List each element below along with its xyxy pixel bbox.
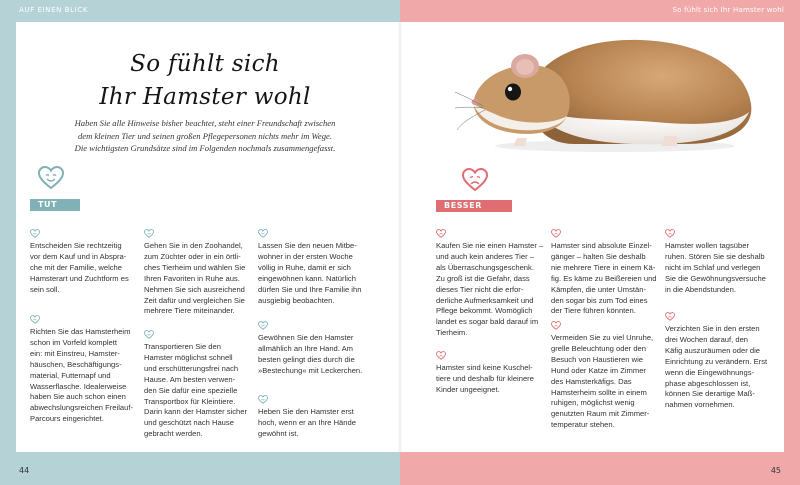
- item-line: Hamster wollen tagsüber: [665, 241, 749, 250]
- item-line: nie mehrere Tiere in einem Kä-: [551, 262, 656, 272]
- bad-item: [665, 229, 783, 296]
- item-line: temperatur stehen.: [551, 420, 615, 430]
- intro-text: [50, 117, 360, 155]
- item-line: Heben Sie den Hamster erst: [258, 407, 354, 416]
- item-line: dürfen Sie und Ihre Familie ihn: [258, 284, 362, 294]
- item-line: den sogar bis zum Tod eines: [551, 295, 648, 305]
- intro-line: dem kleinen Tier und seinen großen Pflegepersonen nichts mehr im Wege.: [77, 130, 333, 141]
- bad-badge: BESSER NICHT: [436, 200, 512, 212]
- item-line: nicht im Schlaf und verlegen: [665, 262, 761, 272]
- item-line: Ihren Favoriten in Ruhe aus.: [144, 273, 240, 283]
- bad-item: [551, 229, 669, 317]
- sad-heart-icon: [462, 168, 488, 192]
- good-item: [258, 229, 376, 306]
- good-item: [144, 330, 262, 440]
- intro-line: Die wichtigsten Grundsätze sind im Folgenden nochmals zusammengefasst.: [74, 143, 336, 153]
- bad-item: [551, 321, 669, 431]
- item-line: fig. Es käme zu Beißereien und: [551, 273, 657, 283]
- item-line: Gewöhnen Sie den Hamster: [258, 333, 354, 342]
- item-line: nahmen vornehmen.: [665, 400, 735, 410]
- intro-line: Haben Sie alle Hinweise bisher beachtet, steht einer Freundschaft zwischen: [74, 118, 336, 128]
- item-line: Hamster sind absolute Einzel-: [551, 241, 652, 250]
- item-line: Besuch von Haustieren wie: [551, 354, 644, 364]
- item-line: gänger – halten Sie deshalb: [551, 251, 646, 261]
- item-line: Pflege bekommt. Womöglich: [436, 306, 533, 316]
- good-item: [144, 229, 262, 317]
- item-line: phase abgeschlossen ist,: [665, 378, 751, 388]
- item-line: Entscheiden Sie rechtzeitig: [30, 241, 122, 250]
- happy-heart-icon: [30, 229, 40, 238]
- running-header-right: So fühlt sich Ihr Hamster wohl: [672, 6, 784, 14]
- item-line: Käfig auszuräumen oder die: [665, 345, 760, 355]
- title-line: Ihr Hamster wohl: [99, 84, 311, 110]
- item-line: Kämpfen, die unter Umstän-: [551, 284, 646, 294]
- item-line: gewöhnt ist.: [258, 428, 299, 438]
- hamster-illustration: [455, 26, 770, 156]
- item-line: Hamster möglichst schnell: [144, 352, 233, 362]
- sad-heart-icon: [551, 321, 561, 330]
- item-line: Hamsterart und Zuchtform es: [30, 273, 129, 283]
- running-header-left: AUF EINEN BLICK: [19, 6, 89, 14]
- item-line: dieses Tier nicht die erfor-: [436, 284, 524, 294]
- title-line: So fühlt sich: [130, 51, 280, 77]
- page-number-left: 44: [19, 466, 30, 475]
- item-line: Hund oder Katze im Zimmer: [551, 365, 646, 375]
- item-line: können Sie derartige Maß-: [665, 389, 755, 399]
- good-item: [258, 321, 376, 377]
- happy-heart-icon: [30, 315, 40, 324]
- item-line: Vermeiden Sie zu viel Unruhe,: [551, 333, 654, 342]
- happy-heart-icon: [258, 229, 268, 238]
- sad-heart-icon: [665, 229, 675, 238]
- item-line: abwechslungsreichen Freilauf-: [30, 403, 133, 413]
- good-badge: TUT GUT: [30, 199, 80, 211]
- item-line: hoch, wenn er an Ihre Hände: [258, 417, 356, 427]
- item-line: drei Wochen darauf, den: [665, 334, 749, 344]
- bad-item: [665, 312, 783, 411]
- happy-heart-icon: [144, 229, 154, 238]
- item-line: grelle Beleuchtung oder den: [551, 343, 646, 353]
- bad-item: [436, 351, 554, 396]
- page-title: [90, 48, 320, 114]
- bad-item: [436, 229, 554, 339]
- item-line: Darin kann der Hamster sicher: [144, 407, 247, 417]
- item-line: in die Abendstunden.: [665, 284, 736, 294]
- book-gutter: [398, 22, 402, 452]
- item-line: und geschützt nach Hause: [144, 418, 234, 428]
- item-line: Gehen Sie in den Zoohandel,: [144, 241, 243, 250]
- item-line: allmählich an Ihre Hand. Am: [258, 343, 353, 353]
- item-line: tiere und deshalb für kleinere: [436, 373, 534, 383]
- sad-heart-icon: [551, 229, 561, 238]
- sad-heart-icon: [436, 351, 446, 360]
- item-line: besten gelingt dies durch die: [258, 354, 355, 364]
- item-line: landet es sogar bald darauf im: [436, 317, 539, 327]
- item-line: des Hamsterkäfigs. Das: [551, 376, 632, 386]
- item-line: ein: mit Einstreu, Hamster-: [30, 348, 120, 358]
- item-line: Wasserflasche. Idealerweise: [30, 381, 127, 391]
- item-line: ruhen. Stören Sie sie deshalb: [665, 251, 765, 261]
- item-line: Zu groß ist die Gefahr, dass: [436, 273, 530, 283]
- item-line: che mit der Familie, welche: [30, 262, 123, 272]
- item-line: Transportbox für Kleintiere.: [144, 396, 236, 406]
- item-line: Tierheim.: [436, 328, 468, 338]
- item-line: ruhigen, möglichst wenig: [551, 398, 635, 408]
- item-line: eingewöhnen kann. Natürlich: [258, 273, 356, 283]
- item-line: Einrichtung zu verändern. Erst: [665, 356, 768, 366]
- item-line: häuschen, Beschäftigungs-: [30, 359, 122, 369]
- item-line: Kinder ungeeignet.: [436, 384, 500, 394]
- item-line: Sie die Gewöhnungsversuche: [665, 273, 766, 283]
- item-line: haben Sie auch schon einen: [30, 392, 126, 402]
- item-line: der Tiere führen könnten.: [551, 306, 636, 316]
- item-line: Hause. Am besten verwen-: [144, 374, 236, 384]
- good-item: [30, 315, 148, 425]
- item-line: Nehmen Sie sich ausreichend: [144, 284, 245, 294]
- item-line: material, Futternapf und: [30, 370, 111, 380]
- item-line: Verzichten Sie in den ersten: [665, 324, 760, 333]
- happy-heart-icon: [258, 395, 268, 404]
- item-line: Zeit dafür und vergleichen Sie: [144, 295, 245, 305]
- item-line: ches Tierheim und wählen Sie: [144, 262, 246, 272]
- item-line: Kaufen Sie nie einen Hamster –: [436, 241, 544, 250]
- item-line: als Überraschungsgeschenk.: [436, 262, 534, 272]
- item-line: den Sie dafür eine spezielle: [144, 385, 238, 395]
- item-line: vor dem Kauf und in Abspra-: [30, 251, 127, 261]
- item-line: wenn die Eingewöhnungs-: [665, 367, 755, 377]
- item-line: ausgiebig beobachten.: [258, 295, 335, 305]
- item-line: schon im Vorfeld komplett: [30, 337, 117, 347]
- happy-heart-icon: [144, 330, 154, 339]
- item-line: sein soll.: [30, 284, 60, 294]
- item-line: Lassen Sie den neuen Mitbe-: [258, 241, 357, 250]
- good-item: [258, 395, 376, 440]
- sad-heart-icon: [665, 312, 675, 321]
- item-line: wohner in der ersten Woche: [258, 251, 353, 261]
- item-line: Hamster sind keine Kuschel-: [436, 363, 533, 372]
- item-line: Hamsterheim sollte in einem: [551, 387, 647, 397]
- item-line: genutzten Raum mit Zimmer-: [551, 409, 650, 419]
- item-line: Parcours eingerichtet.: [30, 414, 104, 424]
- item-line: gebracht werden.: [144, 429, 203, 439]
- item-line: Transportieren Sie den: [144, 342, 221, 351]
- item-line: Richten Sie das Hamsterheim: [30, 327, 131, 336]
- sad-heart-icon: [436, 229, 446, 238]
- item-line: »Bestechung« mit Leckerchen.: [258, 365, 363, 375]
- item-line: und auch kein anderes Tier –: [436, 251, 534, 261]
- item-line: mehrere Tiere miteinander.: [144, 306, 235, 316]
- good-item: [30, 229, 148, 296]
- item-line: zum Züchter oder in ein örtli-: [144, 251, 241, 261]
- happy-heart-icon: [258, 321, 268, 330]
- page-number-right: 45: [770, 466, 781, 475]
- item-line: völlig in Ruhe, damit er sich: [258, 262, 351, 272]
- item-line: derliche Aufmerksamkeit und: [436, 295, 534, 305]
- happy-heart-icon: [38, 166, 64, 190]
- item-line: und erschütterungsfrei nach: [144, 363, 239, 373]
